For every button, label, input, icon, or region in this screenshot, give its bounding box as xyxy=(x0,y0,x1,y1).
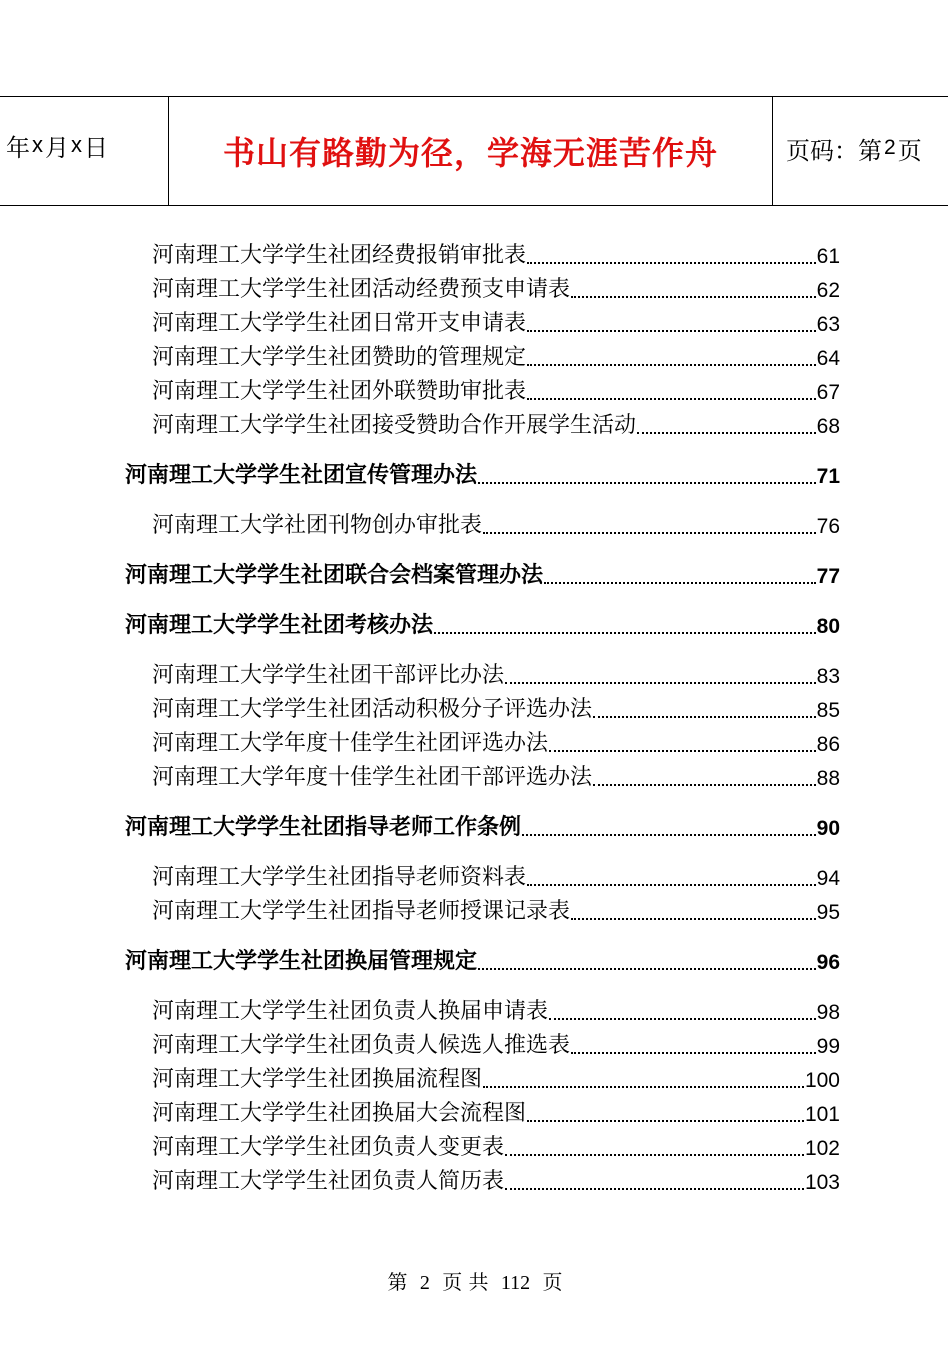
toc-entry-page: 64 xyxy=(816,347,840,370)
toc-dot-leader xyxy=(505,666,816,684)
header-motto: 书山有路勤为径，学海无涯苦作舟 xyxy=(222,134,718,172)
toc-dot-leader xyxy=(527,348,816,366)
toc-dot-leader xyxy=(434,616,816,634)
toc-entry-title: 河南理工大学学生社团日常开支申请表 xyxy=(152,311,527,336)
toc-dot-leader xyxy=(593,700,816,718)
toc-entry-title: 河南理工大学学生社团干部评比办法 xyxy=(152,663,505,688)
toc-entry-page: 94 xyxy=(816,867,840,890)
toc-dot-leader xyxy=(571,902,816,920)
toc-entry[interactable] xyxy=(152,894,840,925)
toc-entry-title: 河南理工大学学生社团指导老师资料表 xyxy=(152,865,527,890)
toc-entry-page: 86 xyxy=(816,733,840,756)
toc-dot-leader xyxy=(527,382,816,400)
toc-dot-leader xyxy=(571,280,816,298)
toc-entry-title: 河南理工大学学生社团指导老师授课记录表 xyxy=(152,899,571,924)
toc-entry[interactable] xyxy=(152,272,840,303)
toc-entry[interactable] xyxy=(125,944,840,975)
toc-entry[interactable] xyxy=(152,1028,840,1059)
toc-dot-leader xyxy=(483,516,816,534)
toc-dot-leader xyxy=(483,1070,804,1088)
toc-entry-title: 河南理工大学学生社团经费报销审批表 xyxy=(152,243,527,268)
toc-entry[interactable] xyxy=(152,408,840,439)
toc-entry-title: 河南理工大学学生社团负责人候选人推选表 xyxy=(152,1033,571,1058)
toc-dot-leader xyxy=(593,768,816,786)
toc-entry-title: 河南理工大学学生社团换届流程图 xyxy=(152,1067,483,1092)
toc-entry-page: 80 xyxy=(816,615,840,638)
date-day-label: 日 xyxy=(84,133,108,162)
page-footer xyxy=(0,1266,950,1295)
toc-entry-title: 河南理工大学学生社团换届大会流程图 xyxy=(152,1101,527,1126)
date-month-label: 月 xyxy=(45,133,69,162)
toc-dot-leader xyxy=(505,1138,804,1156)
toc-entry[interactable] xyxy=(152,994,840,1025)
toc-entry-title: 河南理工大学学生社团活动经费预支申请表 xyxy=(152,277,571,302)
toc-entry-page: 100 xyxy=(804,1069,840,1092)
toc-entry-page: 95 xyxy=(816,901,840,924)
toc-entry-title: 河南理工大学社团刊物创办审批表 xyxy=(152,513,483,538)
toc-entry-title: 河南理工大学学生社团联合会档案管理办法 xyxy=(125,562,544,588)
toc-entry-page: 76 xyxy=(816,515,840,538)
toc-dot-leader xyxy=(549,734,816,752)
toc-entry[interactable] xyxy=(152,1164,840,1195)
toc-entry[interactable] xyxy=(152,306,840,337)
toc-entry-page: 61 xyxy=(816,245,840,268)
toc-entry-title: 河南理工大学学生社团赞助的管理规定 xyxy=(152,345,527,370)
footer-current-page: 2 xyxy=(419,1272,430,1294)
toc-entry[interactable] xyxy=(152,1130,840,1161)
toc-entry-page: 62 xyxy=(816,279,840,302)
toc-entry-title: 河南理工大学年度十佳学生社团干部评选办法 xyxy=(152,765,593,790)
footer-total-pages: 112 xyxy=(500,1272,531,1294)
toc-entry-title: 河南理工大学学生社团活动积极分子评选办法 xyxy=(152,697,593,722)
toc-entry-page: 99 xyxy=(816,1035,840,1058)
toc-entry[interactable] xyxy=(152,238,840,269)
toc-dot-leader xyxy=(527,314,816,332)
toc-dot-leader xyxy=(505,1172,804,1190)
toc-entry-title: 河南理工大学学生社团宣传管理办法 xyxy=(125,462,478,488)
toc-dot-leader xyxy=(527,868,816,886)
toc-entry[interactable] xyxy=(152,692,840,723)
footer-middle: 页 共 xyxy=(442,1270,489,1294)
toc-entry[interactable] xyxy=(152,340,840,371)
toc-entry-title: 河南理工大学学生社团指导老师工作条例 xyxy=(125,814,522,840)
toc-entry-page: 85 xyxy=(816,699,840,722)
page-label-prefix: 页码：第 xyxy=(786,136,882,165)
page-label-number: 2 xyxy=(884,136,896,159)
toc-entry[interactable] xyxy=(125,810,840,841)
toc-entry-page: 103 xyxy=(804,1171,840,1194)
toc-dot-leader xyxy=(522,818,816,836)
toc-entry[interactable] xyxy=(152,760,840,791)
toc-entry-page: 68 xyxy=(816,415,840,438)
toc-entry-page: 67 xyxy=(816,381,840,404)
footer-suffix: 页 xyxy=(542,1270,563,1294)
footer-prefix: 第 xyxy=(387,1270,408,1294)
toc-entry-title: 河南理工大学年度十佳学生社团评选办法 xyxy=(152,731,549,756)
toc-entry-page: 90 xyxy=(816,817,840,840)
page-header xyxy=(0,96,948,206)
toc-entry[interactable] xyxy=(152,508,840,539)
toc-entry-title: 河南理工大学学生社团负责人换届申请表 xyxy=(152,999,549,1024)
toc-dot-leader xyxy=(571,1036,816,1054)
toc-dot-leader xyxy=(478,466,816,484)
toc-entry[interactable] xyxy=(152,726,840,757)
toc-entry-page: 102 xyxy=(804,1137,840,1160)
toc-entry[interactable] xyxy=(152,860,840,891)
toc-entry[interactable] xyxy=(152,374,840,405)
toc-entry[interactable] xyxy=(152,1096,840,1127)
date-month-value: x xyxy=(32,132,43,157)
toc-entry-page: 83 xyxy=(816,665,840,688)
toc-entry-title: 河南理工大学学生社团负责人变更表 xyxy=(152,1135,505,1160)
toc-entry-title: 河南理工大学学生社团负责人简历表 xyxy=(152,1169,505,1194)
toc-entry-page: 98 xyxy=(816,1001,840,1024)
toc-entry-page: 101 xyxy=(804,1103,840,1126)
toc-entry-page: 63 xyxy=(816,313,840,336)
toc-dot-leader xyxy=(527,1104,804,1122)
toc-dot-leader xyxy=(637,416,816,434)
toc-entry-page: 71 xyxy=(816,465,840,488)
toc-entry-title: 河南理工大学学生社团考核办法 xyxy=(125,612,434,638)
toc-entry-page: 96 xyxy=(816,951,840,974)
header-divider-right xyxy=(772,97,773,205)
date-day-value: x xyxy=(71,132,82,157)
toc-entry-page: 88 xyxy=(816,767,840,790)
toc-dot-leader xyxy=(549,1002,816,1020)
toc-entry-title: 河南理工大学学生社团外联赞助审批表 xyxy=(152,379,527,404)
toc-entry[interactable] xyxy=(125,558,840,589)
toc-entry-title: 河南理工大学学生社团换届管理规定 xyxy=(125,948,478,974)
toc-entry[interactable] xyxy=(125,608,840,639)
toc-dot-leader xyxy=(544,566,816,584)
header-page-number xyxy=(786,94,950,202)
header-date xyxy=(6,91,166,199)
toc-entry-page: 77 xyxy=(816,565,840,588)
toc-entry-title: 河南理工大学学生社团接受赞助合作开展学生活动 xyxy=(152,413,637,438)
page-label-suffix: 页 xyxy=(897,136,922,165)
toc-entry[interactable] xyxy=(152,1062,840,1093)
toc-dot-leader xyxy=(527,246,816,264)
toc-dot-leader xyxy=(478,952,816,970)
toc-entry[interactable] xyxy=(152,658,840,689)
date-year-label: 年 xyxy=(6,133,30,162)
toc-entry[interactable] xyxy=(125,458,840,489)
